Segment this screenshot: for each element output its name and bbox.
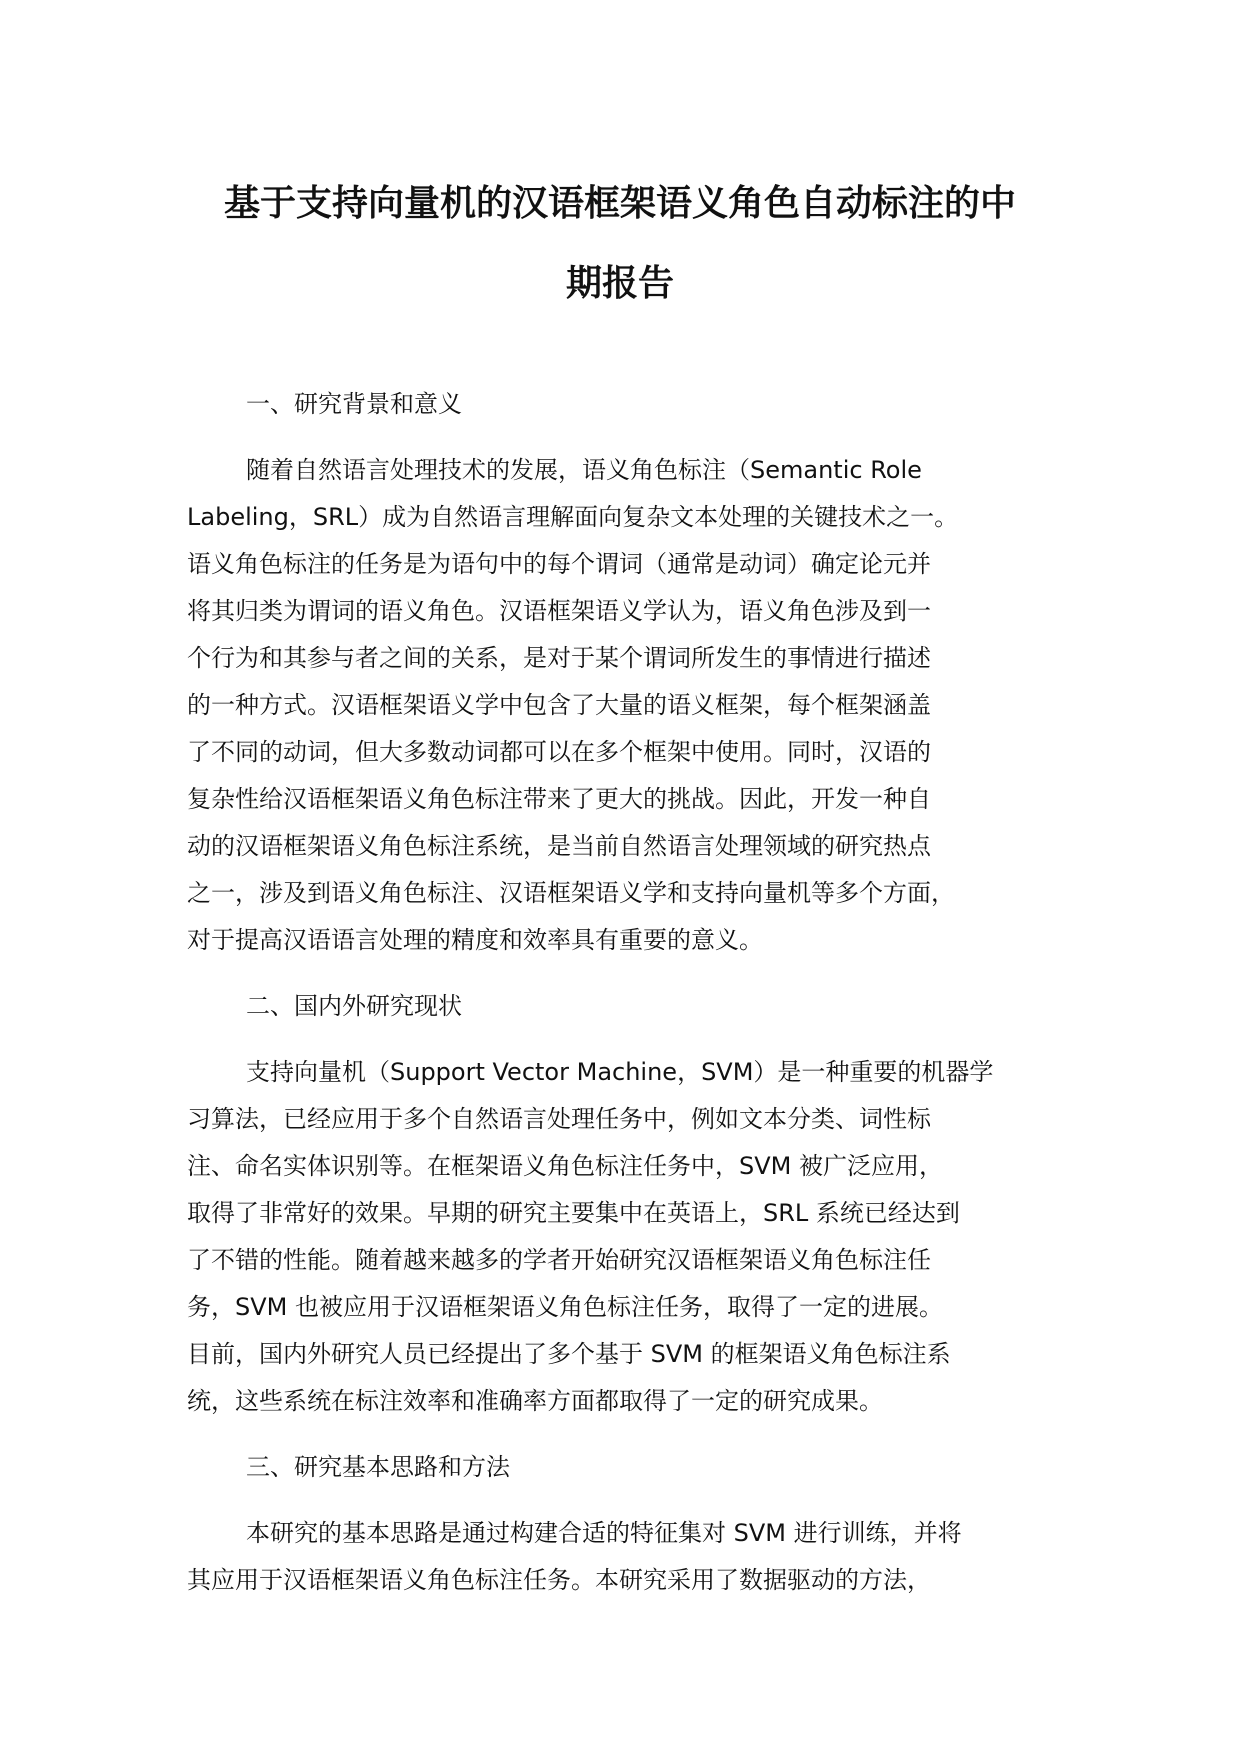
- paragraph-line: 统，这些系统在标注效率和准确率方面都取得了一定的研究成果。: [187, 1387, 883, 1415]
- paragraph-line: 取得了非常好的效果。早期的研究主要集中在英语上，SRL 系统已经达到: [187, 1199, 960, 1227]
- section-research-status: [187, 983, 1087, 1425]
- section-methods: [187, 1444, 1087, 1604]
- paragraph-line: 之一，涉及到语义角色标注、汉语框架语义学和支持向量机等多个方面，: [187, 879, 955, 907]
- paragraph: [187, 447, 1087, 964]
- paragraph-line: 了不同的动词，但大多数动词都可以在多个框架中使用。同时，汉语的: [187, 738, 931, 766]
- section-background: [187, 381, 1087, 964]
- document-body: [187, 381, 1087, 1623]
- paragraph-line: 习算法，已经应用于多个自然语言处理任务中，例如文本分类、词性标: [187, 1105, 931, 1133]
- paragraph-line: 目前，国内外研究人员已经提出了多个基于 SVM 的框架语义角色标注系: [187, 1340, 951, 1368]
- paragraph-line: 的一种方式。汉语框架语义学中包含了大量的语义框架，每个框架涵盖: [187, 691, 931, 719]
- paragraph-line: 个行为和其参与者之间的关系，是对于某个谓词所发生的事情进行描述: [187, 644, 931, 672]
- paragraph-line: 注、命名实体识别等。在框架语义角色标注任务中，SVM 被广泛应用，: [187, 1152, 943, 1180]
- document-title-line-2: 期报告: [565, 263, 674, 304]
- paragraph-line: 将其归类为谓词的语义角色。汉语框架语义学认为，语义角色涉及到一: [187, 597, 931, 625]
- paragraph-line: 其应用于汉语框架语义角色标注任务。本研究采用了数据驱动的方法，: [187, 1566, 931, 1594]
- paragraph-line: 动的汉语框架语义角色标注系统，是当前自然语言处理领域的研究热点: [187, 832, 931, 860]
- paragraph: [187, 1510, 1087, 1604]
- paragraph-line: Labeling，SRL）成为自然语言理解面向复杂文本处理的关键技术之一。: [187, 503, 959, 531]
- section-heading: 三、研究基本思路和方法: [246, 1453, 510, 1481]
- paragraph-line: 复杂性给汉语框架语义角色标注带来了更大的挑战。因此，开发一种自: [187, 785, 931, 813]
- paragraph-line: 了不错的性能。随着越来越多的学者开始研究汉语框架语义角色标注任: [187, 1246, 931, 1274]
- paragraph-line: 务，SVM 也被应用于汉语框架语义角色标注任务，取得了一定的进展。: [187, 1293, 943, 1321]
- paragraph-line: 支持向量机（Support Vector Machine，SVM）是一种重要的机器学: [246, 1058, 994, 1086]
- paragraph-line: 随着自然语言处理技术的发展，语义角色标注（Semantic Role: [246, 456, 922, 484]
- section-heading: 二、国内外研究现状: [246, 992, 462, 1020]
- document-title-line-1: 基于支持向量机的汉语框架语义角色自动标注的中: [223, 183, 1016, 224]
- paragraph-line: 语义角色标注的任务是为语句中的每个谓词（通常是动词）确定论元并: [187, 550, 931, 578]
- paragraph-line: 对于提高汉语语言处理的精度和效率具有重要的意义。: [187, 926, 763, 954]
- section-heading: 一、研究背景和意义: [246, 390, 462, 418]
- paragraph-line: 本研究的基本思路是通过构建合适的特征集对 SVM 进行训练，并将: [246, 1519, 962, 1547]
- paragraph: [187, 1049, 1087, 1425]
